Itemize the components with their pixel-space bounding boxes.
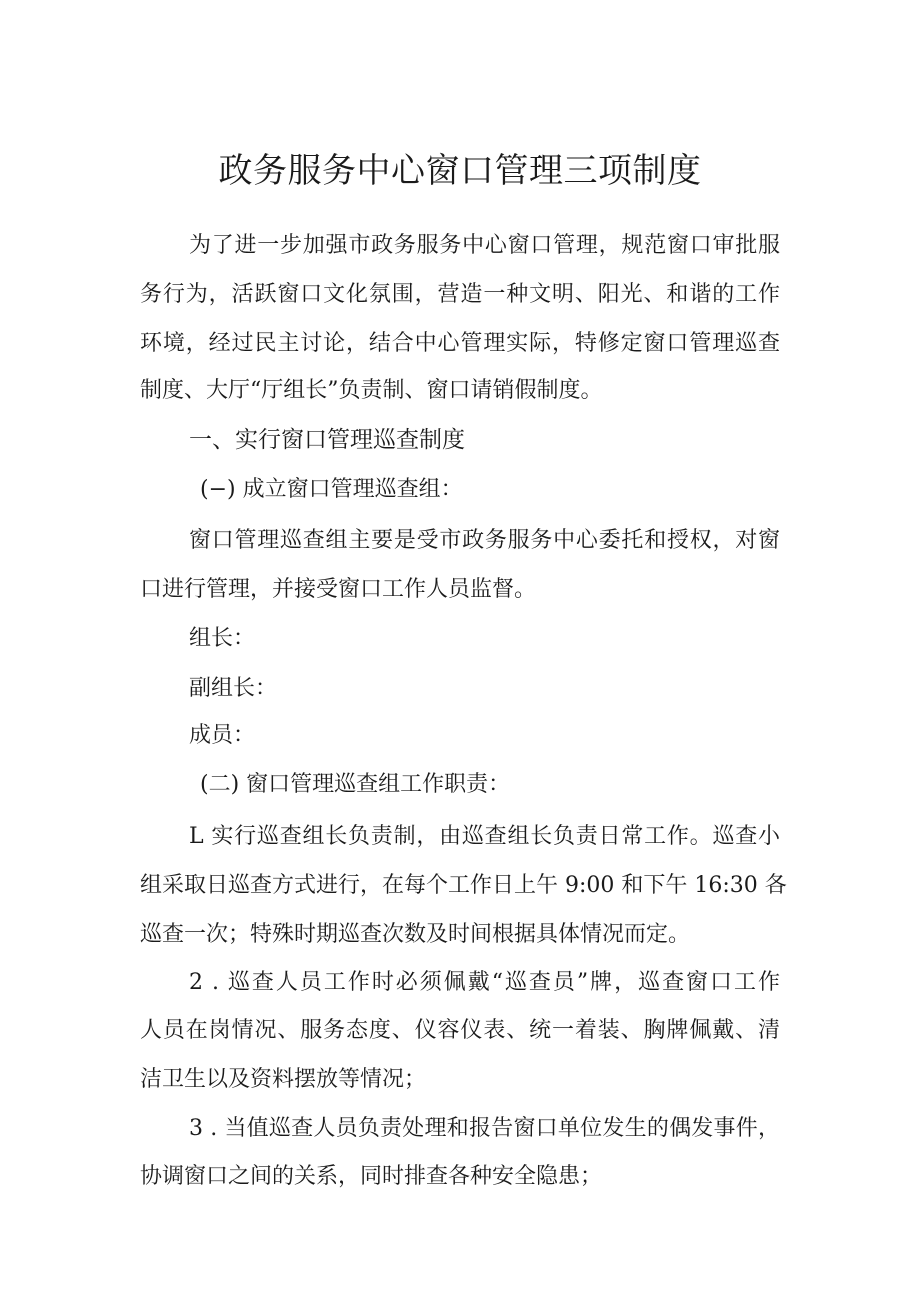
item2-line-1: 2 . 巡查人员工作时必须佩戴“巡查员”牌，巡查窗口工作: [189, 970, 780, 995]
intro-line-1: 为了进一步加强市政务服务中心窗口管理，规范窗口审批服: [189, 233, 780, 258]
member-leader-label: 组长：: [189, 626, 256, 651]
item1-line-1: L 实行巡查组长负责制，由巡查组长负责日常工作。巡查小: [189, 824, 780, 849]
subsection-heading-1: (−) 成立窗口管理巡查组：: [200, 477, 463, 502]
member-member-label: 成员：: [189, 723, 256, 748]
item1-line-3: 巡查一次；特殊时期巡查次数及时间根据具体情况而定。: [140, 922, 691, 947]
document-title: 政务服务中心窗口管理三项制度: [218, 151, 702, 191]
section-heading-1: 一、实行窗口管理巡查制度: [189, 427, 465, 453]
member-deputy-label: 副组长：: [189, 676, 278, 701]
intro-line-3: 环境，经过民主讨论，结合中心管理实际，特修定窗口管理巡查: [140, 331, 780, 356]
sub1-line-1: 窗口管理巡查组主要是受市政务服务中心委托和授权，对窗: [189, 528, 780, 553]
sub1-line-2: 口进行管理，并接受窗口工作人员监督。: [140, 577, 537, 602]
item2-line-3: 洁卫生以及资料摆放等情况；: [140, 1067, 427, 1092]
intro-line-2: 务行为，活跃窗口文化氛围，营造一种文明、阳光、和谐的工作: [140, 282, 780, 307]
intro-line-4: 制度、大厅“厅组长”负责制、窗口请销假制度。: [140, 378, 603, 403]
item3-line-1: 3 . 当值巡查人员负责处理和报告窗口单位发生的偶发事件，: [189, 1116, 780, 1141]
item3-line-2: 协调窗口之间的关系，同时排查各种安全隐患；: [140, 1164, 603, 1189]
item1-line-2: 组采取日巡查方式进行，在每个工作日上午 9:00 和下午 16:30 各: [140, 873, 787, 898]
subsection-heading-2: (二) 窗口管理巡查组工作职责：: [200, 772, 511, 797]
item2-line-2: 人员在岗情况、服务态度、仪容仪表、统一着装、胸牌佩戴、清: [140, 1018, 780, 1043]
